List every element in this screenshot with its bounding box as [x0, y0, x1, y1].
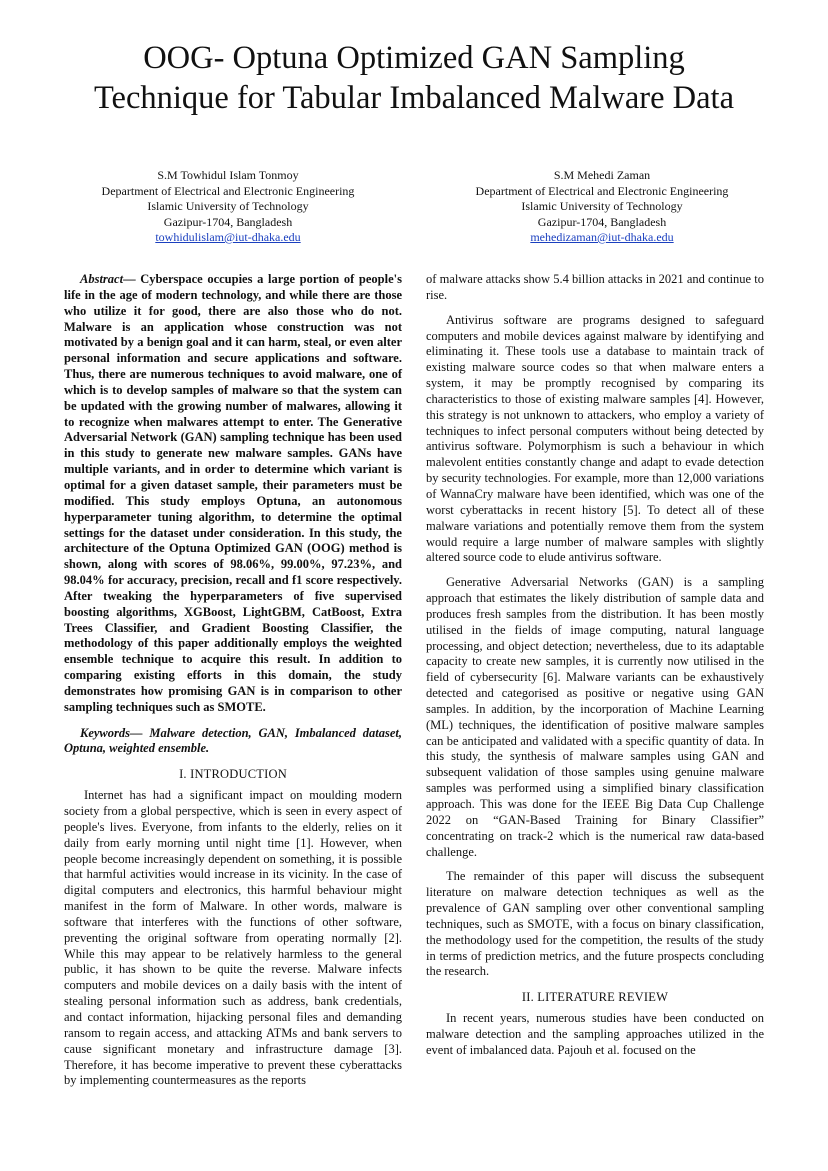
gan-paragraph: Generative Adversarial Networks (GAN) is a sampling approach that estimates the likely distribution of sample data and produces fresh samples from the distribution. It has been mostly utilised in the fields of image computing, natural language processing, and object detection; nevertheless, due to its adaptable capacity to create new samples, it is currently now utilised in the field of cybersecurity [6]. Malware variants can be exhaustively detected and categorised as positive or negative using GAN samples. In addition, by the incorporation of Machine Learning (ML) techniques, the identification of positive malware samples can be anticipated and validated with a specific quantity of data. In this study, the synthesis of malware samples using GAN and subsequent validation of those samples using genuine malware samples was performed using a simplified binary classification approach. This was done for the IEEE Big Data Cup Challenge 2022 on “GAN-Based Training for Binary Classifier” concentrating on track-2 which is the numerical raw data-based challenge. [426, 575, 764, 859]
heading-initial: L [537, 990, 546, 1005]
author-university: Islamic University of Technology [521, 199, 683, 213]
author-block-2 [432, 168, 772, 246]
author-university: Islamic University of Technology [147, 199, 309, 213]
author-name: S.M Mehedi Zaman [553, 168, 651, 182]
paper-title [40, 38, 788, 118]
abstract [64, 272, 402, 716]
heading-rest: NTRODUCTION [194, 767, 287, 782]
author-department: Department of Electrical and Electronic Engineering [475, 183, 729, 198]
left-column [64, 272, 402, 1089]
section-heading-introduction [64, 767, 402, 783]
heading-rest: ITERATURE [545, 990, 619, 1005]
continuation-paragraph: of malware attacks show 5.4 billion attacks in 2021 and continue to rise. [426, 272, 764, 302]
heading-initial: I [190, 767, 195, 782]
section-number: II. [521, 990, 538, 1005]
literature-paragraph-1: In recent years, numerous studies have been conducted on malware detection and the sampling approaches utilized in the event of imbalanced data. Pajouh et al. focused on the [426, 1011, 764, 1057]
section-heading-literature-review [426, 990, 764, 1006]
heading-initial-2: R [618, 990, 627, 1005]
abstract-lead: Abstract [80, 272, 124, 286]
author-location: Gazipur-1704, Bangladesh [537, 214, 667, 229]
antivirus-paragraph: Antivirus software are programs designed to safeguard computers and mobile devices against malware by identifying and eliminating it. These tools use a database to maintain track of existing malware source codes so that when malware enters a system, it may be promptly recognised by comparing its characteristics to those of existing malware samples [4]. However, this strategy is not unknown to attackers, who employ a variety of techniques to infect personal computers without being detected by antivirus software. Polymorphism is such a behaviour in which malevolent entities constantly change and adapt to evade detection by security technologies. For example, more than 12,000 variations of WannaCry malware have been identified, which was one of the worst cyberattacks in recent history [5]. To detect all of these malware variations and potentially remove them from the system would require a large number of malware samples with slightly altered source code to elude antivirus software. [426, 312, 764, 565]
author-location: Gazipur-1704, Bangladesh [163, 214, 293, 229]
title-line-2: Technique for Tabular Imbalanced Malware Data [93, 80, 735, 116]
author-department: Department of Electrical and Electronic Engineering [101, 183, 355, 198]
author-name: S.M Towhidul Islam Tonmoy [157, 168, 299, 182]
keywords: Keywords— Malware detection, GAN, Imbalanced dataset, Optuna, weighted ensemble. [64, 725, 402, 756]
right-column [426, 272, 764, 1059]
heading-rest-2: EVIEW [626, 990, 669, 1005]
intro-paragraph-1: Internet has had a significant impact on moulding modern society from a global perspective, which is seen in every aspect of people's lives. Everyone, from infants to the elderly, relies on it daily from early morning until night time [1]. However, when people become increasingly dependent on something, it is possible that harmful activities would increase in its vicinity. In the case of digital computers and electronics, this harmful behaviour might manifest in the form of Malware. In other words, malware is software that interferes with the functions of other software, preventing the original software from operating normally [2]. While this may appear to be relatively harmless to the general public, it has shown to be quite the reverse. Malware infects computers and mobile devices on a daily basis with the intent of stealing personal information such as address, bank credentials, and contact information, hijacking personal files and demanding ransom to regain access, and attacking ATMs and bank servers to cause significant monetary and infrastructure damage [3]. Therefore, it has become imperative to prevent these cyberattacks by implementing countermeasures as the reports [64, 788, 402, 1088]
title-line-1: OOG- Optuna Optimized GAN Sampling [143, 40, 685, 76]
remainder-paragraph: The remainder of this paper will discuss the subsequent literature on malware detection techniques as well as the prevalence of GAN sampling over other conventional sampling techniques, such as SMOTE, with a focus on binary classification, the methodology used for the competition, the results of the study in terms of prediction metrics, and the future prospects concluding the research. [426, 869, 764, 979]
author-email-link[interactable]: mehedizaman@iut-dhaka.edu [530, 230, 674, 244]
author-email-link[interactable]: towhidulislam@iut-dhaka.edu [155, 230, 301, 244]
abstract-dash: — [123, 272, 141, 286]
author-block-1 [58, 168, 398, 246]
section-number: I. [179, 767, 191, 782]
abstract-text: Cyberspace occupies a large portion of people's life in the age of modern technology, and while there are those who utilize it for good, there are also those who do not. Malware is an application whose construction was not motivated by a benign goal and it can harm, steal, or even alter personal information and secure applications and software. Thus, there are numerous techniques to avoid malware, one of which is to develop samples of malware so that the system can be updated with the growing number of malwares, allowing it to recognize when malwares attempt to enter. The Generative Adversarial Network (GAN) sampling technique has been used in this study to generate new malware samples. GANs have multiple variants, and in order to determine which variant is optimal for a given dataset sample, their parameters must be modified. This study employs Optuna, an autonomous hyperparameter tuning algorithm, to determine the optimal settings for the dataset under consideration. In this study, the architecture of the Optuna Optimized GAN (OOG) method is shown, along with scores of 98.06%, 99.00%, 97.23%, and 98.04% for accuracy, precision, recall and f1 score respectively. After tweaking the hyperparameters of five supervised boosting algorithms, XGBoost, LightGBM, CatBoost, Extra Trees Classifier, and Gradient Boosting Classifier, the methodology of this paper additionally employs the weighted ensemble technique to acquire this result. In addition to comparing existing efforts in this domain, the study demonstrates how promising GAN is in comparison to other sampling techniques such as SMOTE. [64, 272, 402, 714]
